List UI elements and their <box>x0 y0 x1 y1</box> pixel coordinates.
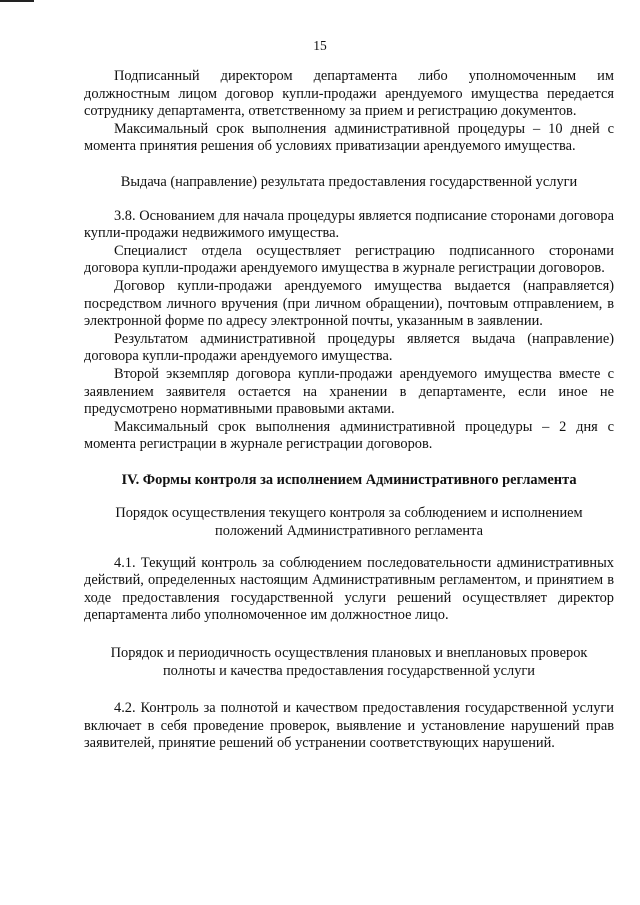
paragraph-max-term-10-days: Максимальный срок выполнения административной процедуры – 10 дней с момента принятия решения об условиях приватизации арендуемого имущества. <box>84 120 614 155</box>
section-heading-inspections: Порядок и периодичность осуществления плановых и внеплановых проверок полноты и качества предоставления государственной услуги <box>110 645 588 679</box>
paragraph-max-term-2-days: Максимальный срок выполнения административной процедуры – 2 дня с момента регистрации в журнале регистрации договоров. <box>84 418 614 453</box>
section-heading-current-control: Порядок осуществления текущего контроля за соблюдением и исполнением положений Административного регламента <box>115 505 583 540</box>
paragraph-delivery-methods: Договор купли-продажи арендуемого имущества выдается (направляется) посредством личного вручения (при личном обращении), почтовым отправлением, в электронной форме по адресу электронной почты, указанным в заявлении. <box>84 277 614 330</box>
scan-corner-mark <box>0 0 34 2</box>
document-body <box>84 68 614 753</box>
paragraph-4-1: 4.1. Текущий контроль за соблюдением последовательности административных действий, определенных настоящим Административным регламентом, и принятием в ходе предоставления государственной услуги решений осуществляет директор департамента либо уполномоченное им должностное лицо. <box>84 554 614 624</box>
page-number: 15 <box>313 38 327 53</box>
paragraph-second-copy: Второй экземпляр договора купли-продажи арендуемого имущества вместе с заявлением заявителя остается на хранении в департаменте, если иное не предусмотрено нормативными правовыми актами. <box>84 365 614 418</box>
chapter-heading-iv: IV. Формы контроля за исполнением Административного регламента <box>121 471 577 488</box>
paragraph-procedure-result: Результатом административной процедуры является выдача (направление) договора купли-продажи арендуемого имущества. <box>84 330 614 365</box>
section-heading-result-delivery: Выдача (направление) результата предоставления государственной услуги <box>120 173 578 190</box>
paragraph-signed-contract: Подписанный директором департамента либо уполномоченным им должностным лицом договор купли-продажи арендуемого имущества передается сотруднику департамента, ответственному за прием и регистрацию документов. <box>84 68 614 120</box>
paragraph-3-8: 3.8. Основанием для начала процедуры является подписание сторонами договора купли-продажи недвижимого имущества. <box>84 207 614 242</box>
paragraph-registration: Специалист отдела осуществляет регистрацию подписанного сторонами договора купли-продажи арендуемого имущества в журнале регистрации договоров. <box>84 242 614 277</box>
paragraph-4-2: 4.2. Контроль за полнотой и качеством предоставления государственной услуги включает в себя проведение проверок, выявление и установление нарушений прав заявителей, принятие решений об устранении соответствующих нарушений. <box>84 700 614 752</box>
